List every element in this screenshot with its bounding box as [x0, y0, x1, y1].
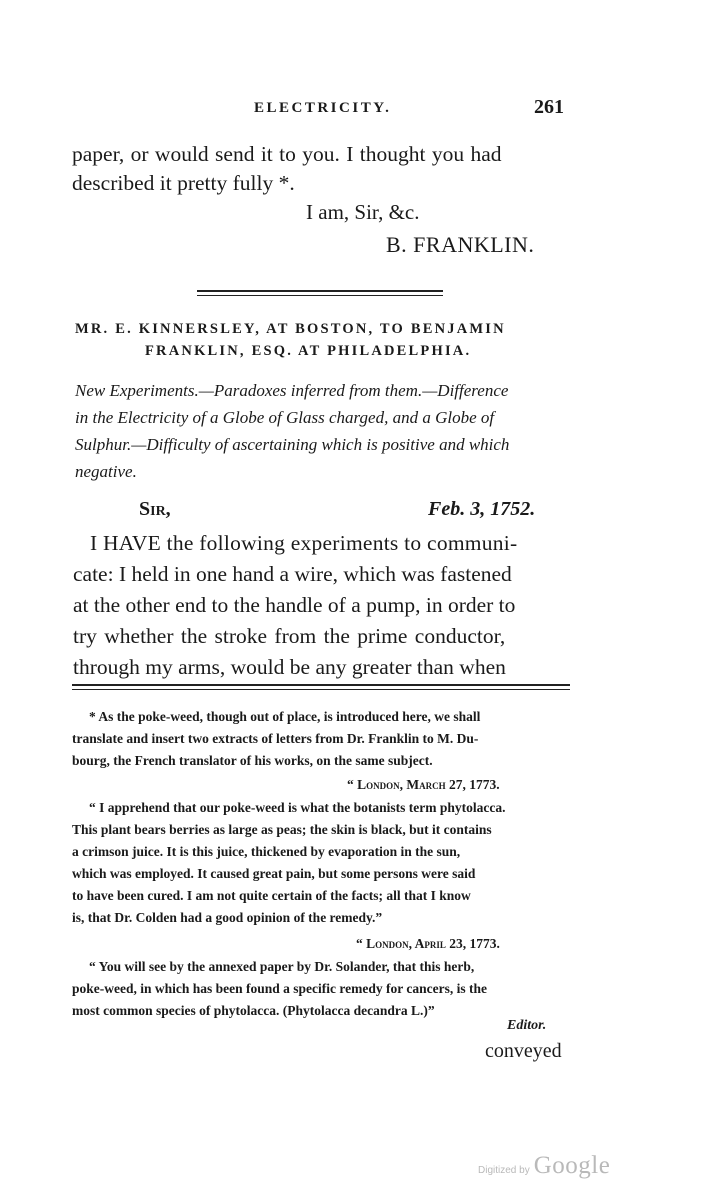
- footnote-divider-bottom: [72, 689, 570, 690]
- section-divider-bottom: [197, 295, 443, 296]
- summary-line: Sulphur.—Difficulty of ascertaining which is positive and which: [75, 435, 510, 454]
- footnote-line: * As the poke-weed, though out of place, is introduced here, we shall: [89, 709, 481, 724]
- text-line: paper, or would send it to you. I thought you had: [72, 142, 502, 166]
- letter-date: [428, 498, 535, 521]
- footnote-line: which was employed. It caused great pain, but some persons were said: [72, 866, 476, 881]
- body-line: through my arms, would be any greater than when: [73, 655, 506, 679]
- footnote-line: “ I apprehend that our poke-weed is what the botanists term phytolacca.: [89, 800, 506, 815]
- body-line: cate: I held in one hand a wire, which was fastened: [73, 562, 512, 586]
- body-line: I HAVE the following experiments to communi-: [90, 531, 518, 555]
- footnote-line: translate and insert two extracts of letters from Dr. Franklin to M. Du-: [72, 731, 479, 746]
- footnote-line: poke-weed, in which has been found a specific remedy for cancers, is the: [72, 981, 487, 996]
- footnote-line: This plant bears berries as large as peas; the skin is black, but it contains: [72, 822, 492, 837]
- footnote-editor-credit: Editor.: [507, 1018, 547, 1033]
- footnote-dateline: “ London, April 23, 1773.: [356, 936, 500, 951]
- footnote-line: most common species of phytolacca. (Phytolacca decandra L.)”: [72, 1003, 435, 1018]
- watermark-prefix: Digitized by: [478, 1165, 530, 1176]
- google-logo: Google: [533, 1152, 611, 1179]
- body-line: try whether the stroke from the prime conductor,: [73, 624, 506, 648]
- summary-line: negative.: [75, 462, 137, 481]
- text-line: described it pretty fully *.: [72, 171, 295, 195]
- footnote-line: “ You will see by the annexed paper by Dr. Solander, that this herb,: [89, 959, 475, 974]
- footnote-line: to have been cured. I am not quite certain of the facts; all that I know: [72, 888, 471, 903]
- salutation: Sir,: [139, 498, 171, 520]
- heading-line: MR. E. KINNERSLEY, AT BOSTON, TO BENJAMIN: [75, 321, 506, 337]
- section-divider-top: [197, 290, 443, 292]
- footnote-line: is, that Dr. Colden had a good opinion of the remedy.”: [72, 910, 383, 925]
- letter-closing: I am, Sir, &c.: [306, 200, 420, 224]
- body-line: at the other end to the handle of a pump, in order to: [73, 593, 516, 617]
- letter-signature: B. FRANKLIN.: [386, 232, 535, 257]
- heading-line: FRANKLIN, ESQ. AT PHILADELPHIA.: [145, 343, 472, 359]
- footnote-line: bourg, the French translator of his works, on the same subject.: [72, 753, 433, 768]
- catchword: conveyed: [485, 1040, 562, 1062]
- letter-date-text: Feb. 3, 1752.: [428, 498, 536, 520]
- summary-line: New Experiments.—Paradoxes inferred from them.—Difference: [75, 381, 509, 400]
- footnote-line: a crimson juice. It is this juice, thickened by evaporation in the sun,: [72, 844, 461, 859]
- footnote-dateline: “ London, March 27, 1773.: [347, 777, 500, 792]
- summary-line: in the Electricity of a Globe of Glass charged, and a Globe of: [75, 408, 495, 427]
- footnote-divider-top: [72, 684, 570, 686]
- page-number: 261: [534, 96, 564, 118]
- running-title: ELECTRICITY.: [254, 100, 392, 116]
- digitization-watermark: [478, 1152, 610, 1180]
